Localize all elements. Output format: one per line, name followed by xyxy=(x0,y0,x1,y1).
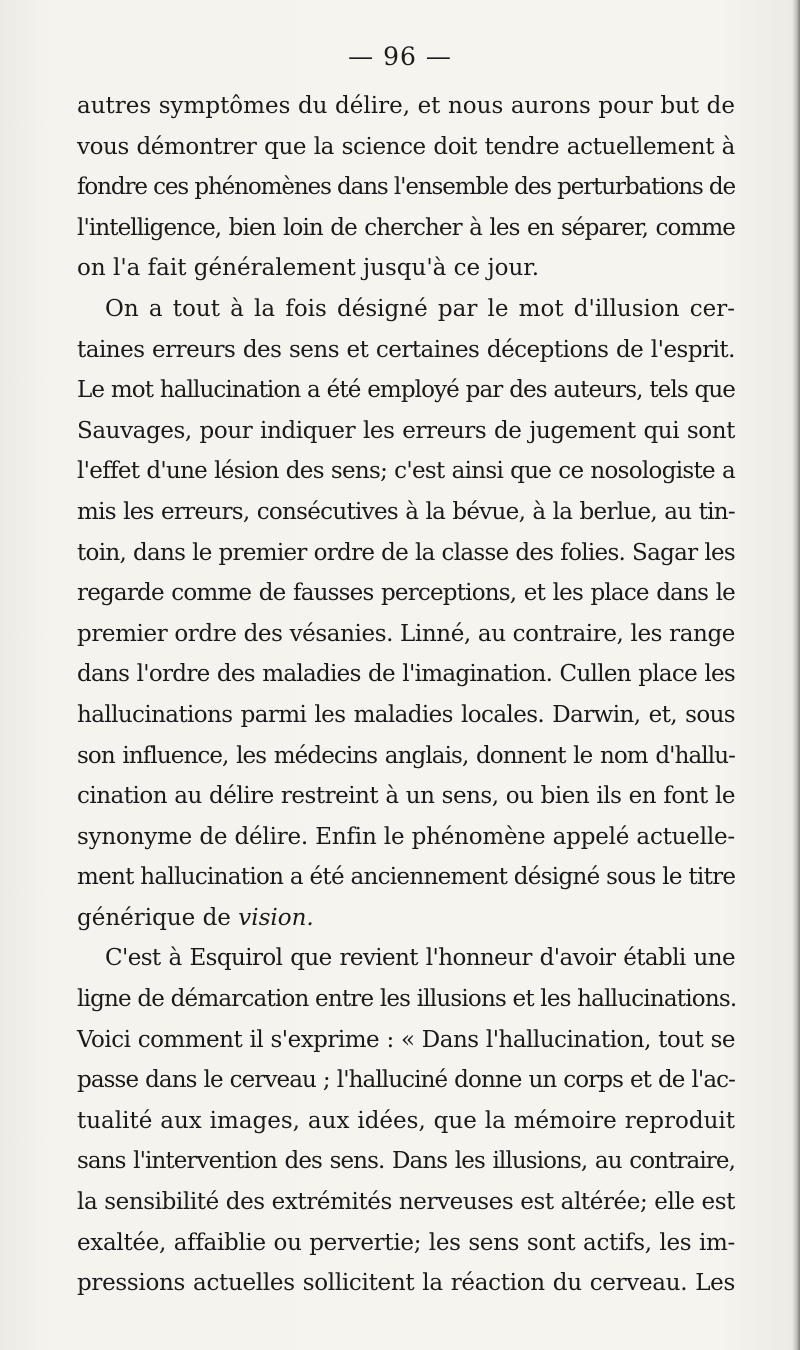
text-line: l'intelligence, bien loin de chercher à les en séparer, comme xyxy=(77,214,735,241)
text-line-start: générique de xyxy=(77,904,231,931)
text-line: C'est à Esquirol que revient l'honneur d'avoir établi une xyxy=(105,945,735,972)
text-line: Sauvages, pour indiquer les erreurs de jugement qui sont xyxy=(77,417,735,444)
text-line: On a tout à la fois désigné par le mot d'illusion cer- xyxy=(105,295,735,322)
page-edge-shadow xyxy=(792,0,800,1350)
text-line: pressions actuelles sollicitent la réaction du cerveau. Les xyxy=(77,1270,735,1297)
text-line: Voici comment il s'exprime : « Dans l'hallucination, tout se xyxy=(77,1026,735,1053)
text-line: synonyme de délire. Enfin le phénomène appelé actuelle- xyxy=(77,823,735,850)
text-line: toin, dans le premier ordre de la classe des folies. Sagar les xyxy=(77,539,735,566)
body-text xyxy=(77,86,735,1304)
text-line: l'effet d'une lésion des sens; c'est ainsi que ce nosologiste a xyxy=(77,458,735,485)
text-line: premier ordre des vésanies. Linné, au contraire, les range xyxy=(77,620,735,647)
text-line: ment hallucination a été anciennement désigné sous le titre xyxy=(77,864,736,891)
text-line: taines erreurs des sens et certaines déceptions de l'esprit. xyxy=(77,336,735,363)
text-line: la sensibilité des extrémités nerveuses est altérée; elle est xyxy=(77,1189,735,1216)
text-line: Le mot hallucination a été employé par des auteurs, tels que xyxy=(77,377,735,404)
text-line: vous démontrer que la science doit tendre actuellement à xyxy=(77,133,735,160)
text-line: autres symptômes du délire, et nous aurons pour but de xyxy=(77,93,735,119)
text-line: son influence, les médecins anglais, donnent le nom d'hallu- xyxy=(77,742,735,769)
text-line: regarde comme de fausses perceptions, et les place dans le xyxy=(77,580,735,607)
text-line: exaltée, affaiblie ou pervertie; les sens sont actifs, les im- xyxy=(77,1229,735,1256)
text-line: on l'a fait généralement jusqu'à ce jour. xyxy=(77,255,540,282)
italic-word-vision: vision. xyxy=(238,904,314,931)
text-line xyxy=(77,898,735,939)
text-line: fondre ces phénomènes dans l'ensemble des perturbations de xyxy=(77,174,736,201)
text-line: cination au délire restreint à un sens, ou bien ils en font le xyxy=(77,783,735,810)
text-line: passe dans le cerveau ; l'halluciné donne un corps et de l'ac- xyxy=(77,1067,735,1094)
text-line: tualité aux images, aux idées, que la mémoire reproduit xyxy=(77,1107,735,1134)
text-line: ligne de démarcation entre les illusions et les hallucinations. xyxy=(77,986,737,1013)
text-line: mis les erreurs, consécutives à la bévue, à la berlue, au tin- xyxy=(77,498,735,525)
text-line: dans l'ordre des maladies de l'imagination. Cullen place les xyxy=(77,661,735,688)
text-line: sans l'intervention des sens. Dans les illusions, au contraire, xyxy=(77,1148,735,1175)
text-line: hallucinations parmi les maladies locales. Darwin, et, sous xyxy=(77,701,735,728)
page-number: — 96 — xyxy=(348,42,452,71)
